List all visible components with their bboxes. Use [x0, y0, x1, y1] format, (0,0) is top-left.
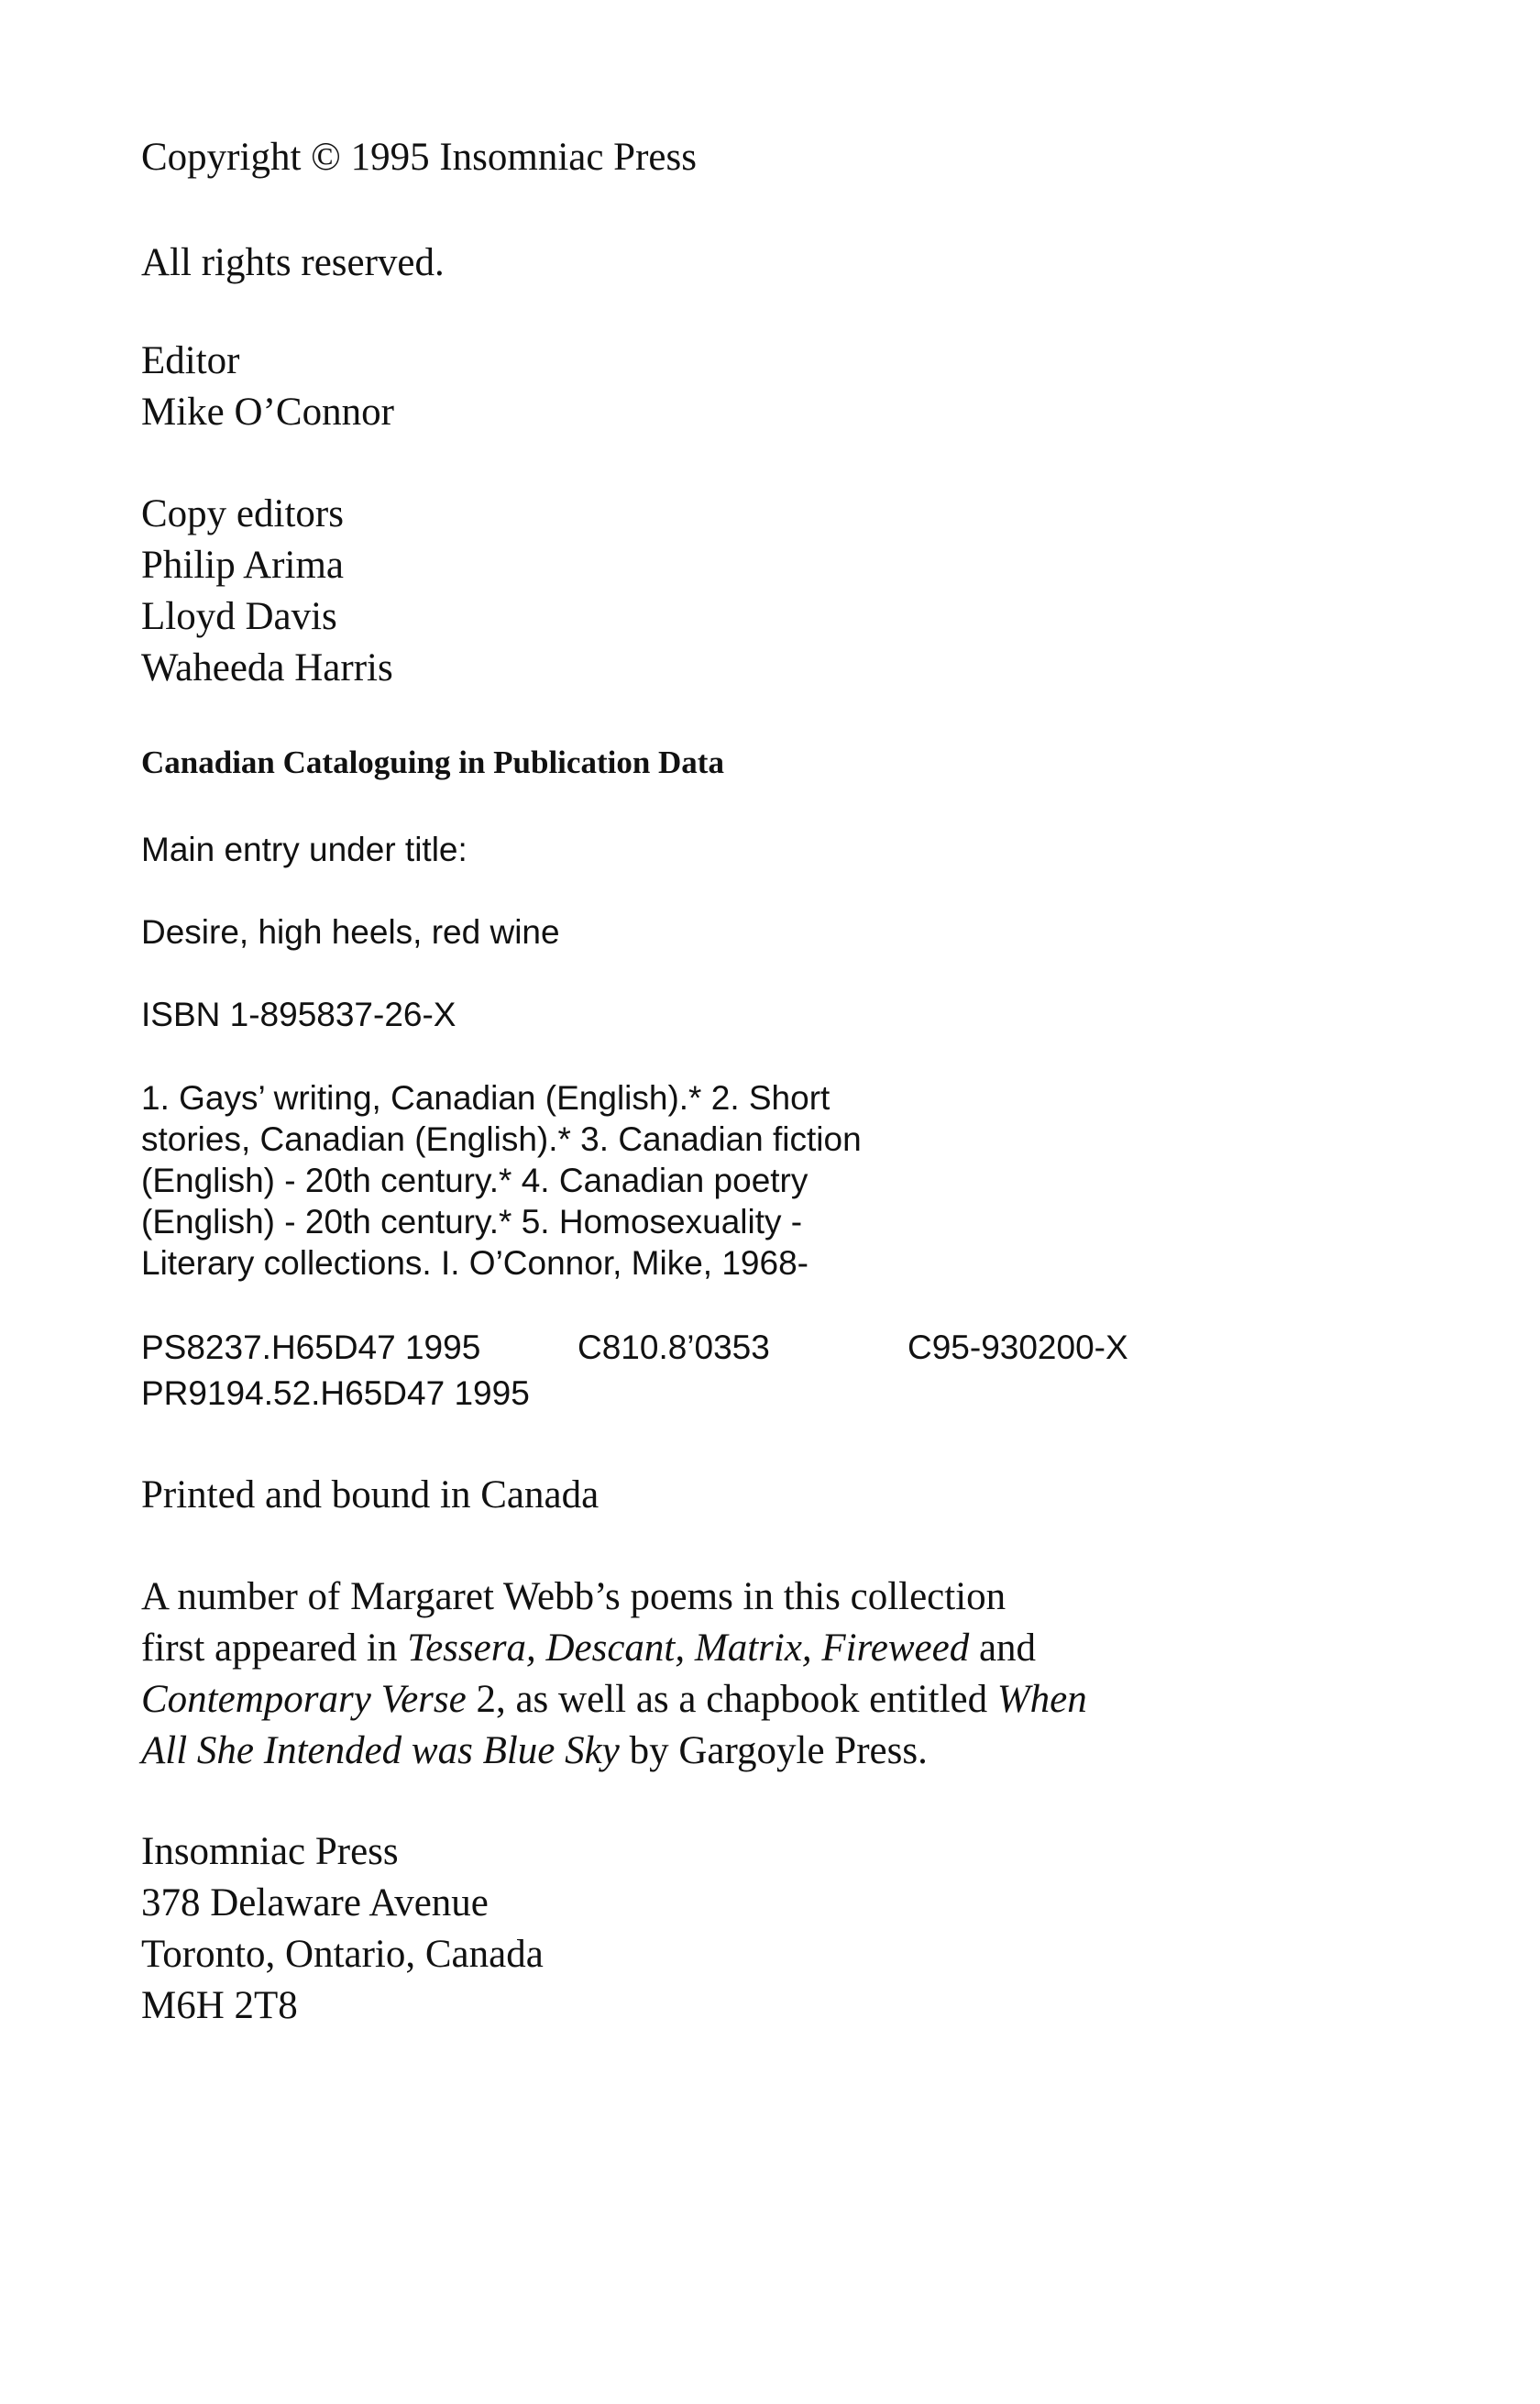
printed-in: Printed and bound in Canada	[141, 1473, 600, 1516]
cip-main-entry: Main entry under title:	[141, 831, 468, 868]
cip-subject-line: Literary collections. I. O’Connor, Mike, 1968-	[141, 1244, 808, 1282]
cip-isbn: ISBN 1-895837-26-X	[141, 996, 456, 1033]
note-line: All She Intended was Blue Sky by Gargoyle Press.	[141, 1729, 928, 1772]
cip-heading: Canadian Cataloguing in Publication Data	[141, 744, 724, 780]
cip-subjects	[141, 1077, 862, 1284]
publication-note	[141, 1571, 1087, 1777]
publisher-address	[141, 1826, 544, 2032]
address-line: Toronto, Ontario, Canada	[141, 1933, 544, 1976]
note-line: A number of Margaret Webb’s poems in this collection	[141, 1575, 1006, 1618]
cip-subject-line: (English) - 20th century.* 5. Homosexuality -	[141, 1203, 803, 1241]
address-line: 378 Delaware Avenue	[141, 1881, 489, 1924]
chapbook-title-end: All She Intended was Blue Sky	[141, 1729, 620, 1772]
cip-lc-class: PS8237.H65D47 1995	[141, 1329, 481, 1366]
cip-title: Desire, high heels, red wine	[141, 913, 560, 951]
editor-name: Mike O’Connor	[141, 391, 394, 434]
copy-editor-name: Lloyd Davis	[141, 595, 337, 638]
cip-subject-line: stories, Canadian (English).* 3. Canadian fiction	[141, 1120, 862, 1158]
cip-control-number: C95-930200-X	[908, 1329, 1128, 1366]
note-line: Contemporary Verse 2, as well as a chapbook entitled When	[141, 1678, 1087, 1721]
copy-editor-name: Philip Arima	[141, 544, 344, 587]
editor-label: Editor	[141, 339, 240, 382]
copy-editors-label: Copy editors	[141, 492, 344, 535]
copy-editor-name: Waheeda Harris	[141, 646, 393, 689]
journal-title: Contemporary Verse	[141, 1678, 467, 1721]
cip-subject-line: (English) - 20th century.* 4. Canadian poetry	[141, 1162, 808, 1199]
cip-dewey-class: C810.8’0353	[578, 1329, 770, 1366]
address-line: Insomniac Press	[141, 1830, 399, 1873]
journal-titles: Tessera, Descant, Matrix, Fireweed	[407, 1627, 970, 1670]
copyright-line: Copyright © 1995 Insomniac Press	[141, 136, 697, 179]
address-line: M6H 2T8	[141, 1984, 298, 2027]
note-line: first appeared in Tessera, Descant, Matrix, Fireweed and	[141, 1627, 1037, 1670]
rights-reserved: All rights reserved.	[141, 241, 445, 284]
cip-lc-class-alt: PR9194.52.H65D47 1995	[141, 1374, 530, 1412]
cip-subject-line: 1. Gays’ writing, Canadian (English).* 2. Short	[141, 1079, 830, 1117]
chapbook-title-start: When	[996, 1678, 1087, 1721]
